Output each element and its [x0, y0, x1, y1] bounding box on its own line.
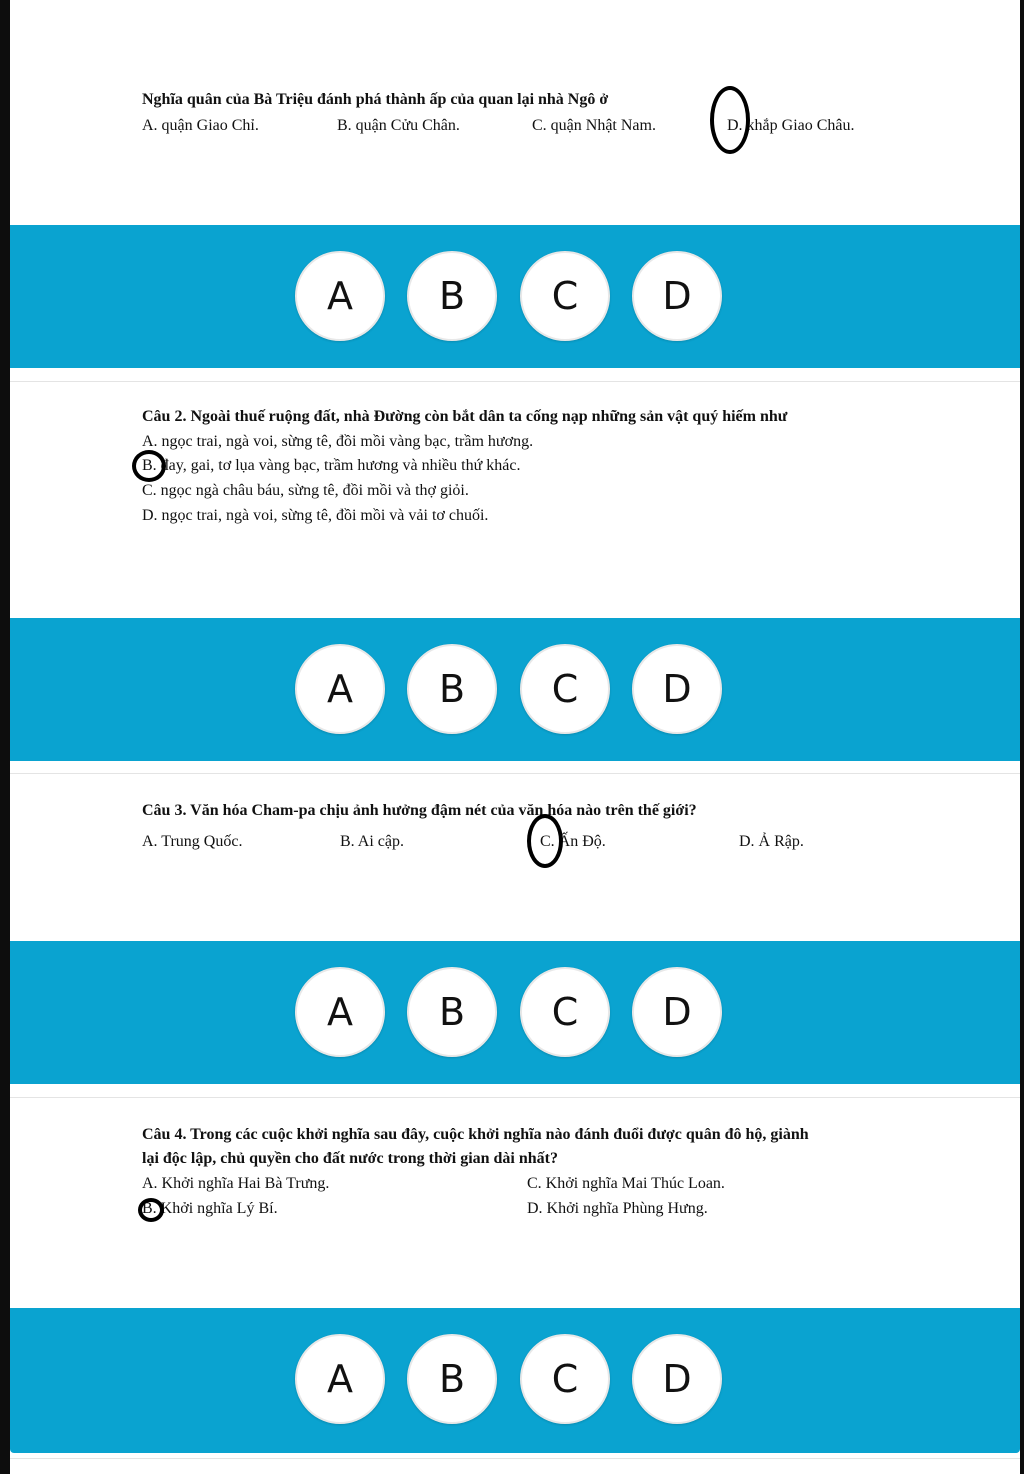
answer-button-b[interactable]: B [407, 1334, 497, 1424]
question-3-option-a: A. Trung Quốc. [142, 833, 243, 850]
question-2-option-a: A. ngọc trai, ngà voi, sừng tê, đồi mồi vàng bạc, trầm hương. [142, 433, 534, 450]
answer-button-c[interactable]: C [520, 251, 610, 341]
question-2-option-c: C. ngọc ngà châu báu, sừng tê, đồi mồi và thợ giỏi. [142, 482, 469, 499]
question-card-4 [10, 1097, 1020, 1309]
answer-bar-3 [10, 941, 1020, 1084]
question-card-3 [10, 773, 1020, 942]
answer-button-d[interactable]: D [632, 644, 722, 734]
answer-button-b[interactable]: B [407, 967, 497, 1057]
question-1-option-a: A. quận Giao Chỉ. [142, 117, 259, 134]
answer-button-a[interactable]: A [295, 1334, 385, 1424]
question-1-option-d: D. khắp Giao Châu. [727, 117, 855, 134]
answer-bar-2 [10, 618, 1020, 761]
question-2-option-d: D. ngọc trai, ngà voi, sừng tê, đồi mồi và vải tơ chuối. [142, 507, 489, 524]
question-4-option-a: A. Khởi nghĩa Hai Bà Trưng. [142, 1175, 330, 1192]
question-3-option-d: D. Ả Rập. [739, 833, 804, 850]
answer-button-c[interactable]: C [520, 967, 610, 1057]
answer-button-c[interactable]: C [520, 1334, 610, 1424]
question-1-option-b: B. quận Cửu Chân. [337, 117, 460, 134]
answer-button-b[interactable]: B [407, 644, 497, 734]
question-4-stem-line-1: Câu 4. Trong các cuộc khởi nghĩa sau đây, cuộc khởi nghĩa nào đánh đuổi được quân đô hộ, giành [142, 1126, 809, 1143]
answer-bar-4 [10, 1308, 1020, 1453]
answer-button-d[interactable]: D [632, 251, 722, 341]
question-1-stem: Nghĩa quân của Bà Triệu đánh phá thành ấp của quan lại nhà Ngô ở [142, 91, 609, 108]
question-3-option-c: C. Ấn Độ. [540, 833, 606, 850]
answer-button-d[interactable]: D [632, 967, 722, 1057]
question-card-1 [10, 0, 1020, 225]
answer-button-d[interactable]: D [632, 1334, 722, 1424]
question-1-option-c: C. quận Nhật Nam. [532, 117, 656, 134]
question-3-option-b: B. Ai cập. [340, 833, 404, 850]
question-3-stem: Câu 3. Văn hóa Cham-pa chịu ảnh hưởng đậm nét của văn hóa nào trên thế giới? [142, 802, 697, 819]
question-2-option-b: B. đay, gai, tơ lụa vàng bạc, trầm hương và nhiều thứ khác. [142, 457, 521, 474]
question-2-stem: Câu 2. Ngoài thuế ruộng đất, nhà Đường còn bắt dân ta cống nạp những sản vật quý hiếm như [142, 408, 788, 425]
question-4-stem-line-2: lại độc lập, chủ quyền cho đất nước trong thời gian dài nhất? [142, 1150, 558, 1167]
question-card-2 [10, 381, 1020, 618]
question-4-option-d: D. Khởi nghĩa Phùng Hưng. [527, 1200, 708, 1217]
answer-button-c[interactable]: C [520, 644, 610, 734]
answer-button-b[interactable]: B [407, 251, 497, 341]
answer-button-a[interactable]: A [295, 644, 385, 734]
question-4-option-c: C. Khởi nghĩa Mai Thúc Loan. [527, 1175, 725, 1192]
question-card-5-top [10, 1458, 1020, 1474]
answer-bar-1 [10, 225, 1020, 368]
answer-button-a[interactable]: A [295, 967, 385, 1057]
question-4-option-b: B. Khởi nghĩa Lý Bí. [142, 1200, 278, 1217]
answer-button-a[interactable]: A [295, 251, 385, 341]
